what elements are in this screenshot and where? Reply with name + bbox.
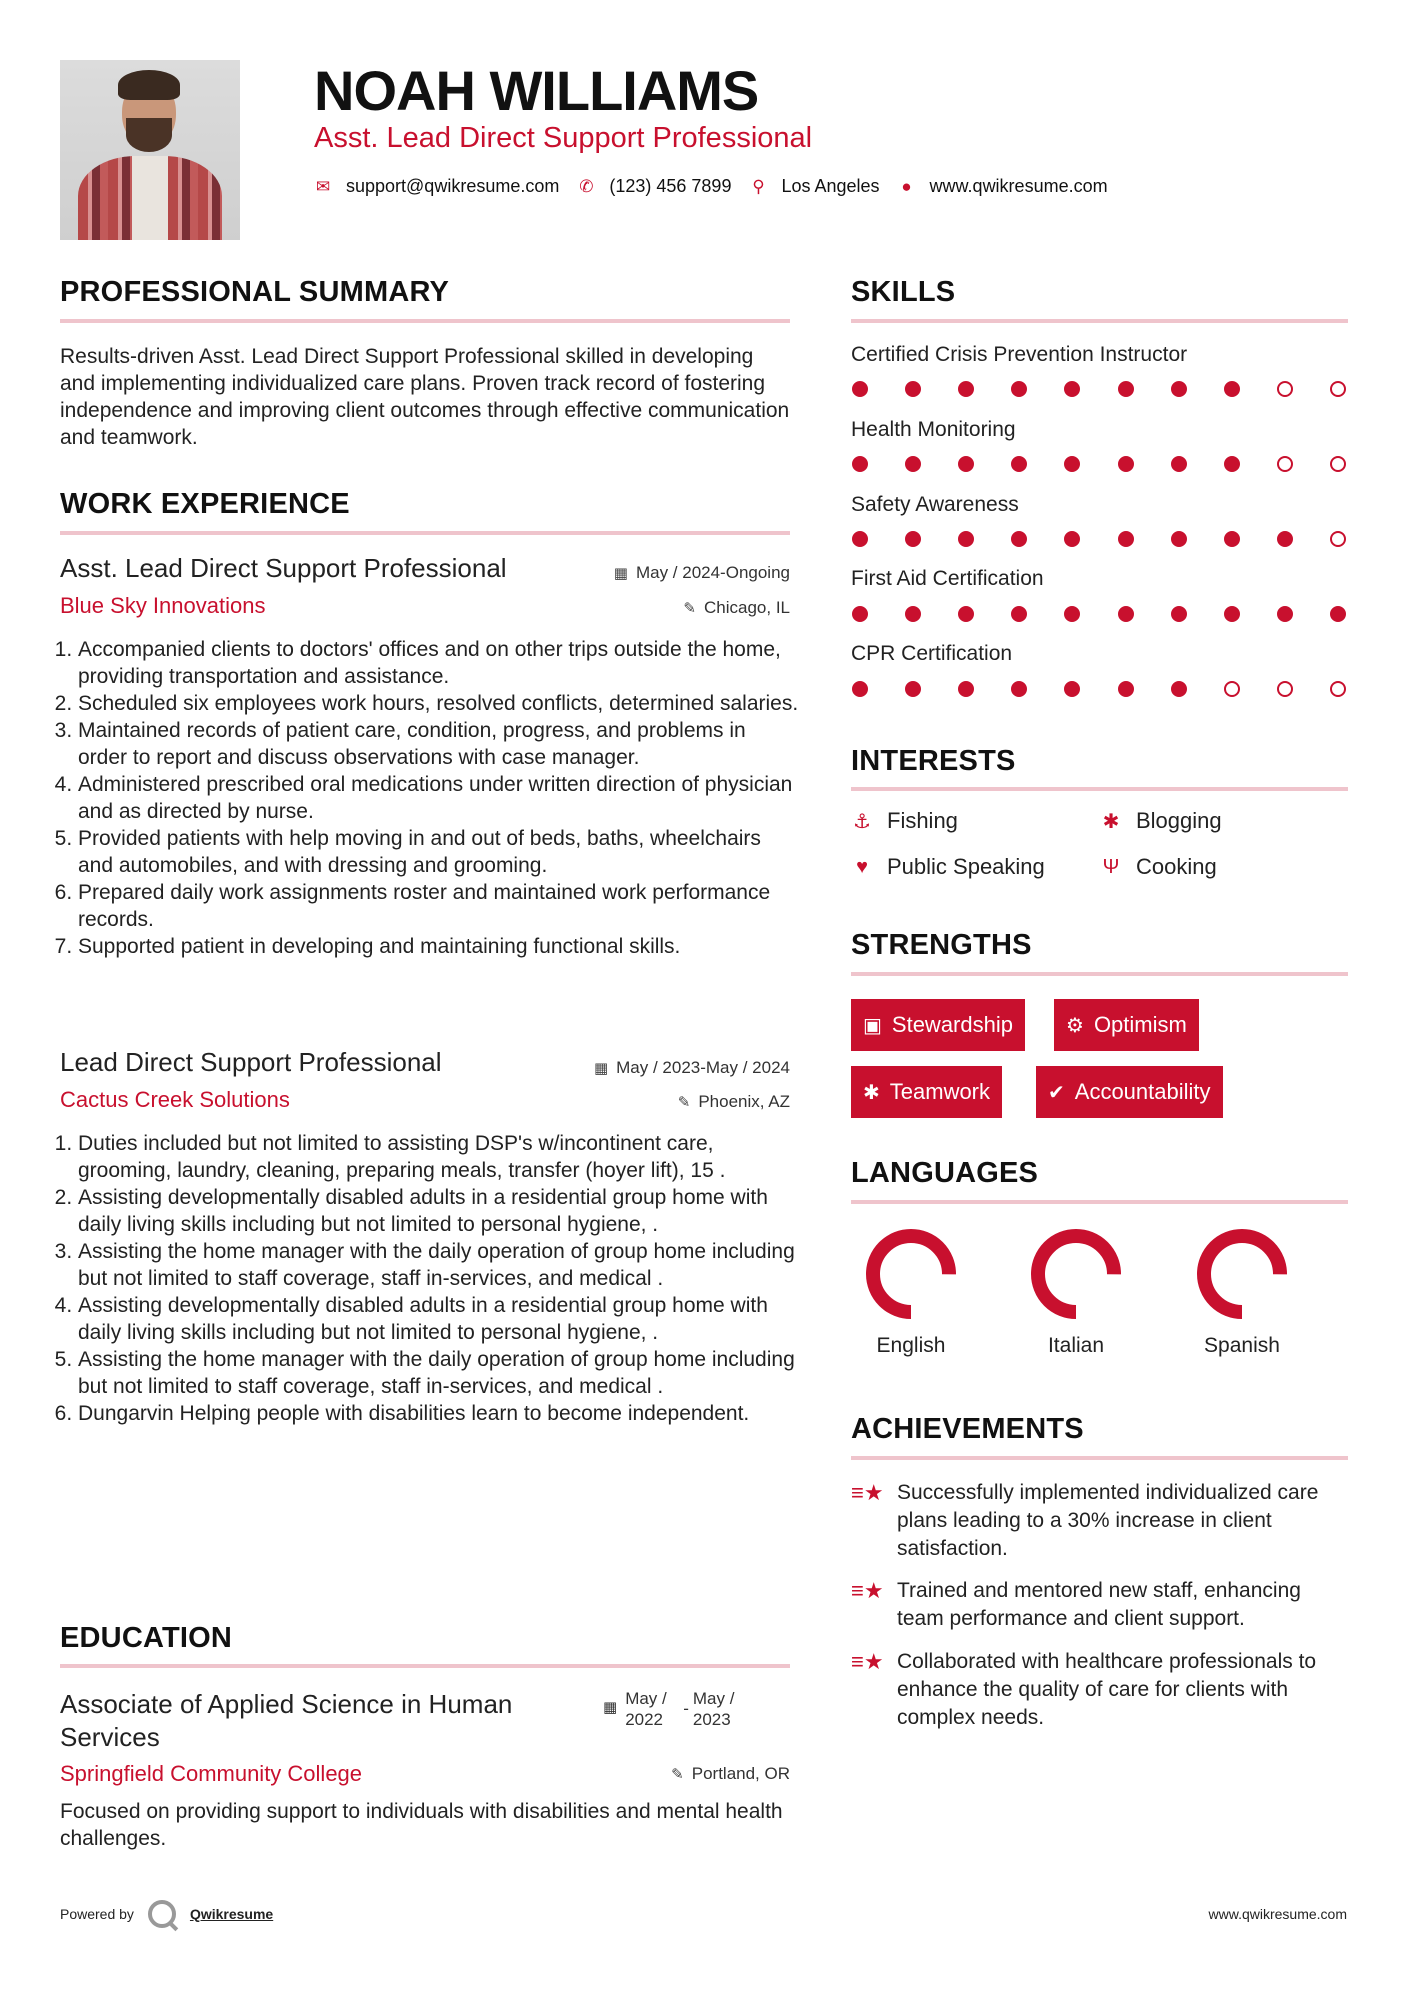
experience-heading: WORK EXPERIENCE [60,488,350,520]
education-location-text: Portland, OR [691,1764,790,1783]
languages-divider [851,1200,1348,1204]
rating-dot-filled [852,606,868,622]
skills-divider [851,319,1348,323]
language-ring [1028,1226,1124,1322]
list-item: 6. Dungarvin Helping people with disabilities learn to become independent. [78,1400,800,1427]
map-marker-icon: ⚲ [752,176,765,196]
skill-name: Certified Crisis Prevention Instructor [851,343,1188,366]
powered-by-label: Powered by [60,1906,134,1922]
rating-dot-filled [905,381,921,397]
rating-dot-filled [1118,606,1134,622]
brand-link[interactable]: Qwikresume [189,1906,274,1922]
check-circle-icon: ✔ [1048,1081,1065,1104]
rating-dot-filled [905,606,921,622]
skill-rating [852,381,1346,397]
rating-dot-filled [1224,531,1240,547]
star-icon: ≡★ [851,1578,884,1603]
language-item [1011,1226,1141,1358]
rating-dot-filled [1064,531,1080,547]
list-item: 7. Supported patient in developing and maintaining functional skills. [78,933,800,960]
job-company: Cactus Creek Solutions [60,1087,290,1112]
strength-tag [1054,999,1199,1051]
contact-bar [314,176,1126,197]
rating-dot-filled [1171,681,1187,697]
education-date-start: May / 2022 [625,1689,667,1729]
list-item: 2. Assisting developmentally disabled adults in a residential group home with daily living skills including but not limited to personal hygiene, . [78,1184,800,1238]
list-item: 5. Provided patients with help moving in and out of beds, baths, wheelchairs and automobiles, and with dressing and grooming. [78,825,800,879]
rating-dot-filled [1064,606,1080,622]
interest-item [1100,808,1222,834]
job-location-text: Phoenix, AZ [698,1092,790,1111]
job-duties-list [60,636,800,960]
rating-dot-filled [852,681,868,697]
footer-powered-by [60,1900,273,1928]
rating-dot-filled [1118,456,1134,472]
rating-dot-filled [958,456,974,472]
list-item: 4. Assisting developmentally disabled adults in a residential group home with daily living skills including but not limited to personal hygiene, . [78,1292,800,1346]
interest-label: Blogging [1136,808,1222,833]
rating-dot-filled [958,531,974,547]
rating-dot-filled [1118,381,1134,397]
rating-dot-filled [852,456,868,472]
language-name: English [876,1334,946,1357]
profile-photo [60,60,240,240]
list-item: 5. Assisting the home manager with the daily operation of group home including but not limited to staff coverage, staff in-services, and medical . [78,1346,800,1400]
job-location [683,598,790,618]
photo-hair [118,70,180,100]
education-description: Focused on providing support to individuals with disabilities and mental health challenges. [60,1800,783,1850]
rating-dot-filled [1171,531,1187,547]
job-company: Blue Sky Innovations [60,593,266,618]
language-item [1177,1226,1307,1358]
footer-website[interactable]: www.qwikresume.com [1208,1906,1347,1922]
skill-name: First Aid Certification [851,567,1044,590]
interest-label: Cooking [1136,854,1217,879]
strengths-divider [851,972,1348,976]
job-duties-list [60,1130,800,1427]
summary-heading: PROFESSIONAL SUMMARY [60,276,450,308]
star-icon: ≡★ [851,1480,884,1505]
strength-label: Optimism [1093,1012,1187,1037]
rating-dot-filled [1064,381,1080,397]
rating-dot-filled [1330,606,1346,622]
contact-location [749,176,879,197]
rating-dot-empty [1330,681,1346,697]
rating-dot-filled [852,531,868,547]
rating-dot-filled [905,681,921,697]
rating-dot-filled [958,681,974,697]
phone-icon: ✆ [579,176,594,196]
pin-icon: ✎ [683,600,696,617]
achievement-text: Collaborated with healthcare professionals to enhance the quality of care for clients with complex needs. [897,1650,1317,1729]
strength-label: Teamwork [889,1079,991,1104]
rating-dot-empty [1277,456,1293,472]
language-level-arc [1204,1236,1280,1312]
strength-tag [851,999,1025,1051]
anchor-icon: ⚓ [853,810,871,833]
skill-name: CPR Certification [851,642,1013,665]
envelope-icon: ✉ [315,176,331,196]
list-item: 6. Prepared daily work assignments roster and maintained work performance records. [78,879,800,933]
language-item [846,1226,976,1358]
education-date-end: May / 2023 [692,1689,735,1729]
strength-tag [851,1066,1002,1118]
contact-email[interactable] [314,176,559,197]
rating-dot-filled [905,531,921,547]
interest-label: Public Speaking [887,854,1045,879]
interest-item [1100,854,1217,880]
achievement-text: Trained and mentored new staff, enhancing team performance and client support. [897,1579,1301,1630]
pin-icon: ✎ [671,1766,684,1783]
achievements-divider [851,1456,1348,1460]
job-title: Asst. Lead Direct Support Professional [60,553,507,583]
language-ring [863,1226,959,1322]
achievement-item [851,1648,1351,1732]
utensils-icon: Ψ [1102,855,1120,878]
rating-dot-filled [1011,531,1027,547]
rating-dot-empty [1277,381,1293,397]
list-item: 3. Assisting the home manager with the daily operation of group home including but not limited to staff coverage, staff in-services, and medical . [78,1238,800,1292]
list-item: 2. Scheduled six employees work hours, resolved conflicts, determined salaries. [78,690,800,717]
candidate-role: Asst. Lead Direct Support Professional [314,122,813,154]
rating-dot-filled [1011,681,1027,697]
globe-icon: ● [901,176,912,196]
heartbeat-icon: ♥ [856,855,868,878]
contact-website-text: www.qwikresume.com [929,176,1108,196]
contact-phone[interactable] [577,176,731,197]
rating-dot-filled [1011,606,1027,622]
rating-dot-filled [852,381,868,397]
list-item: 4. Administered prescribed oral medications under written direction of physician and as directed by nurse. [78,771,800,825]
strength-tag [1036,1066,1223,1118]
skill-rating [852,456,1346,472]
rating-dot-filled [905,456,921,472]
briefcase-icon: ▣ [863,1014,882,1037]
qwikresume-logo-icon [148,1900,176,1928]
rating-dot-filled [1118,531,1134,547]
skill-rating [852,606,1346,622]
skill-rating [852,531,1346,547]
strengths-heading: STRENGTHS [851,929,1032,961]
achievement-text: Successfully implemented individualized care plans leading to a 30% increase in client satisfaction. [897,1481,1319,1560]
rating-dot-filled [1224,606,1240,622]
calendar-icon: ▦ [613,565,628,582]
summary-text: Results-driven Asst. Lead Direct Support Professional skilled in developing and implementing individualized care plans. Proven track record of fostering independence and improving client outcomes through effective communication and teamwork. [60,345,790,449]
language-name: Italian [1047,1334,1105,1357]
achievement-item [851,1577,1351,1633]
job-date-text: May / 2023-May / 2024 [616,1058,790,1077]
rating-dot-filled [1277,606,1293,622]
rating-dot-empty [1330,456,1346,472]
rating-dot-filled [958,381,974,397]
interest-label: Fishing [887,808,958,833]
pin-icon: ✎ [677,1094,691,1111]
skills-heading: SKILLS [851,276,956,308]
rating-dot-filled [1064,456,1080,472]
rating-dot-empty [1224,681,1240,697]
users-icon: ✱ [863,1081,880,1104]
interest-item [851,808,958,834]
photo-beard [126,118,172,152]
skill-rating [852,681,1346,697]
photo-tshirt [132,156,168,240]
strength-label: Accountability [1074,1079,1211,1104]
rating-dot-filled [1224,381,1240,397]
calendar-icon: ▦ [603,1699,618,1716]
education-location [671,1764,790,1784]
achievements-heading: ACHIEVEMENTS [851,1413,1084,1445]
list-item: 3. Maintained records of patient care, condition, progress, and problems in order to report and discuss observations with case manager. [78,717,800,771]
interest-item [851,854,1045,880]
job-location [678,1092,790,1112]
gear-icon: ⚙ [1066,1014,1084,1037]
rating-dot-filled [1171,381,1187,397]
rating-dot-filled [1064,681,1080,697]
rating-dot-filled [1171,456,1187,472]
list-item: 1. Duties included but not limited to assisting DSP's w/incontinent care, grooming, laundry, cleaning, preparing meals, transfer (hoyer lift), 15 . [78,1130,800,1184]
rating-dot-filled [958,606,974,622]
rating-dot-empty [1330,381,1346,397]
languages-heading: LANGUAGES [851,1157,1039,1189]
rating-dot-filled [1277,531,1293,547]
rating-dot-empty [1277,681,1293,697]
job-date-text: May / 2024-Ongoing [635,563,790,582]
contact-phone-text: (123) 456 7899 [609,176,732,196]
job-title: Lead Direct Support Professional [60,1047,442,1077]
education-date [603,1688,751,1730]
language-name: Spanish [1204,1334,1280,1357]
interests-divider [851,787,1348,791]
education-divider [60,1664,790,1668]
star-icon: ≡★ [851,1649,884,1674]
education-heading: EDUCATION [60,1622,233,1654]
strength-label: Stewardship [891,1012,1013,1037]
contact-location-text: Los Angeles [781,176,880,196]
language-level-arc [1038,1236,1114,1312]
education-date-separator: - [683,1699,689,1718]
achievement-item [851,1479,1351,1563]
contact-website[interactable] [898,176,1108,197]
degree-title: Associate of Applied Science in Human Services [60,1689,513,1752]
users-icon: ✱ [1102,810,1120,833]
school-name: Springfield Community College [60,1761,363,1786]
rating-dot-filled [1118,681,1134,697]
job-date [594,1058,790,1078]
rating-dot-filled [1224,456,1240,472]
job-date [614,563,790,583]
skill-name: Health Monitoring [851,418,1016,441]
rating-dot-filled [1011,381,1027,397]
language-ring [1194,1226,1290,1322]
calendar-icon: ▦ [593,1060,609,1077]
job-location-text: Chicago, IL [704,598,790,617]
rating-dot-empty [1330,531,1346,547]
rating-dot-filled [1171,606,1187,622]
summary-divider [60,319,790,323]
skill-name: Safety Awareness [851,493,1019,516]
rating-dot-filled [1011,456,1027,472]
candidate-name: NOAH WILLIAMS [314,59,759,122]
interests-heading: INTERESTS [851,745,1016,777]
language-level-arc [873,1236,949,1312]
experience-divider [60,531,790,535]
contact-email-text: support@qwikresume.com [346,176,560,196]
list-item: 1. Accompanied clients to doctors' offices and on other trips outside the home, providing transportation and assistance. [78,636,800,690]
